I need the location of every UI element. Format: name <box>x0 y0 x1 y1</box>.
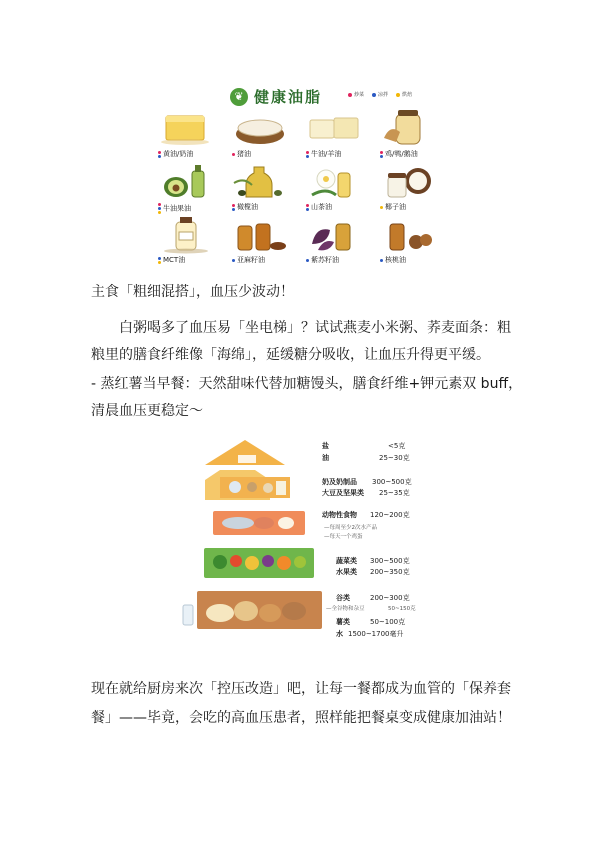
oil-item <box>298 108 370 161</box>
mct-oil-icon <box>158 214 214 254</box>
amount-animal-food: 120~200克 <box>370 511 410 519</box>
healthy-oils-infographic <box>150 80 440 270</box>
oil-item <box>150 161 222 214</box>
perilla-oil-icon <box>306 214 362 254</box>
label-dairy: 奶及奶制品 <box>322 478 357 486</box>
label-tubers: 薯类 <box>336 618 350 626</box>
amount-whole-grains: 50~150克 <box>388 606 416 612</box>
oil-name: 牛油果油 <box>163 204 191 213</box>
label-animal-food: 动物性食物 <box>322 511 357 519</box>
oil-item <box>224 108 296 161</box>
oil-item <box>150 214 222 267</box>
label-oil: 油 <box>322 454 329 462</box>
amount-salt: <5克 <box>388 442 406 450</box>
label-water: 水 <box>336 630 343 638</box>
avocado-oil-icon <box>158 161 214 201</box>
amount-grains: 200~300克 <box>370 594 410 602</box>
oil-name: 橄榄油 <box>237 203 258 211</box>
oil-name: 亚麻籽油 <box>237 256 265 264</box>
label-vegetables: 蔬菜类 <box>336 557 357 565</box>
leaf-icon: ❦ <box>230 88 248 106</box>
oils-legend <box>348 91 412 98</box>
oils-grid <box>150 108 440 267</box>
oil-name: 牛油/羊油 <box>311 150 342 158</box>
oil-item <box>298 214 370 267</box>
oil-item <box>298 161 370 214</box>
oil-name: 猪油 <box>237 150 251 158</box>
camellia-oil-icon <box>306 161 362 201</box>
amount-water: 1500~1700毫升 <box>348 630 404 638</box>
lard-icon <box>232 108 288 148</box>
closing-line-2: 餐」——毕竟，会吃的高血压患者，照样能把餐桌变成健康加油站！ <box>91 710 511 726</box>
legend-item-baking: 烘焙 <box>396 91 412 98</box>
oil-name: 黄油/奶油 <box>163 150 194 158</box>
paragraph-1-line-2: 粮里的膳食纤维像「海绵」，延缓糖分吸收，让血压升得更平缓。 <box>91 347 490 363</box>
amount-dairy: 300~500克 <box>372 478 412 486</box>
oil-item <box>372 108 444 161</box>
paragraph-1-line-1: 白粥喝多了血压易「坐电梯」？试试燕麦小米粥、荞麦面条：粗 <box>119 320 511 336</box>
olive-oil-icon <box>232 161 288 201</box>
amount-tubers: 50~100克 <box>370 618 406 626</box>
flaxseed-oil-icon <box>232 214 288 254</box>
oil-name: MCT油 <box>163 256 186 264</box>
amount-oil: 25~30克 <box>379 454 410 462</box>
poultry-fat-icon <box>380 108 436 148</box>
walnut-oil-icon <box>380 214 436 254</box>
bullet-line-1: - 蒸红薯当早餐：天然甜味代替加糖馒头，膳食纤维+钾元素双 buff， <box>91 376 523 392</box>
amount-vegetables: 300~500克 <box>370 557 410 565</box>
oil-item <box>224 161 296 214</box>
label-fruits: 水果类 <box>336 568 357 576</box>
food-pyramid <box>180 435 430 645</box>
label-grains: 谷类 <box>336 594 350 602</box>
oils-title <box>230 86 322 107</box>
note-whole-grains: —全谷物和杂豆 <box>326 606 365 612</box>
oil-name: 紫苏籽油 <box>311 256 339 264</box>
oil-item <box>224 214 296 267</box>
legend-item-cold-dish: 凉拌 <box>372 91 388 98</box>
oil-name: 椰子油 <box>385 203 406 211</box>
pyramid-graphic <box>180 435 430 645</box>
oil-name: 鸡/鸭/鹅油 <box>385 150 418 158</box>
amount-fruits: 200~350克 <box>370 568 410 576</box>
oils-title-text: 健康油脂 <box>254 88 323 106</box>
oil-item <box>150 108 222 161</box>
note-seafood: —每周至少2次水产品 <box>324 525 377 531</box>
bullet-line-2: 清晨血压更稳定～ <box>91 403 203 419</box>
label-salt: 盐 <box>322 442 329 450</box>
label-soy-nuts: 大豆及坚果类 <box>322 489 364 497</box>
amount-soy-nuts: 25~35克 <box>379 489 410 497</box>
oil-item <box>372 161 444 214</box>
note-egg: —每天一个鸡蛋 <box>324 534 363 540</box>
coconut-oil-icon <box>380 161 436 201</box>
closing-line-1: 现在就给厨房来次「控压改造」吧，让每一餐都成为血管的「保养套 <box>91 681 511 697</box>
oil-name: 核桃油 <box>385 256 406 264</box>
section-heading: 主食「粗细混搭」，血压少波动！ <box>91 284 294 300</box>
butter-icon <box>158 108 214 148</box>
oil-item <box>372 214 444 267</box>
oil-name: 山茶油 <box>311 203 332 211</box>
tallow-icon <box>306 108 362 148</box>
legend-item-stir-fry: 炒菜 <box>348 91 364 98</box>
